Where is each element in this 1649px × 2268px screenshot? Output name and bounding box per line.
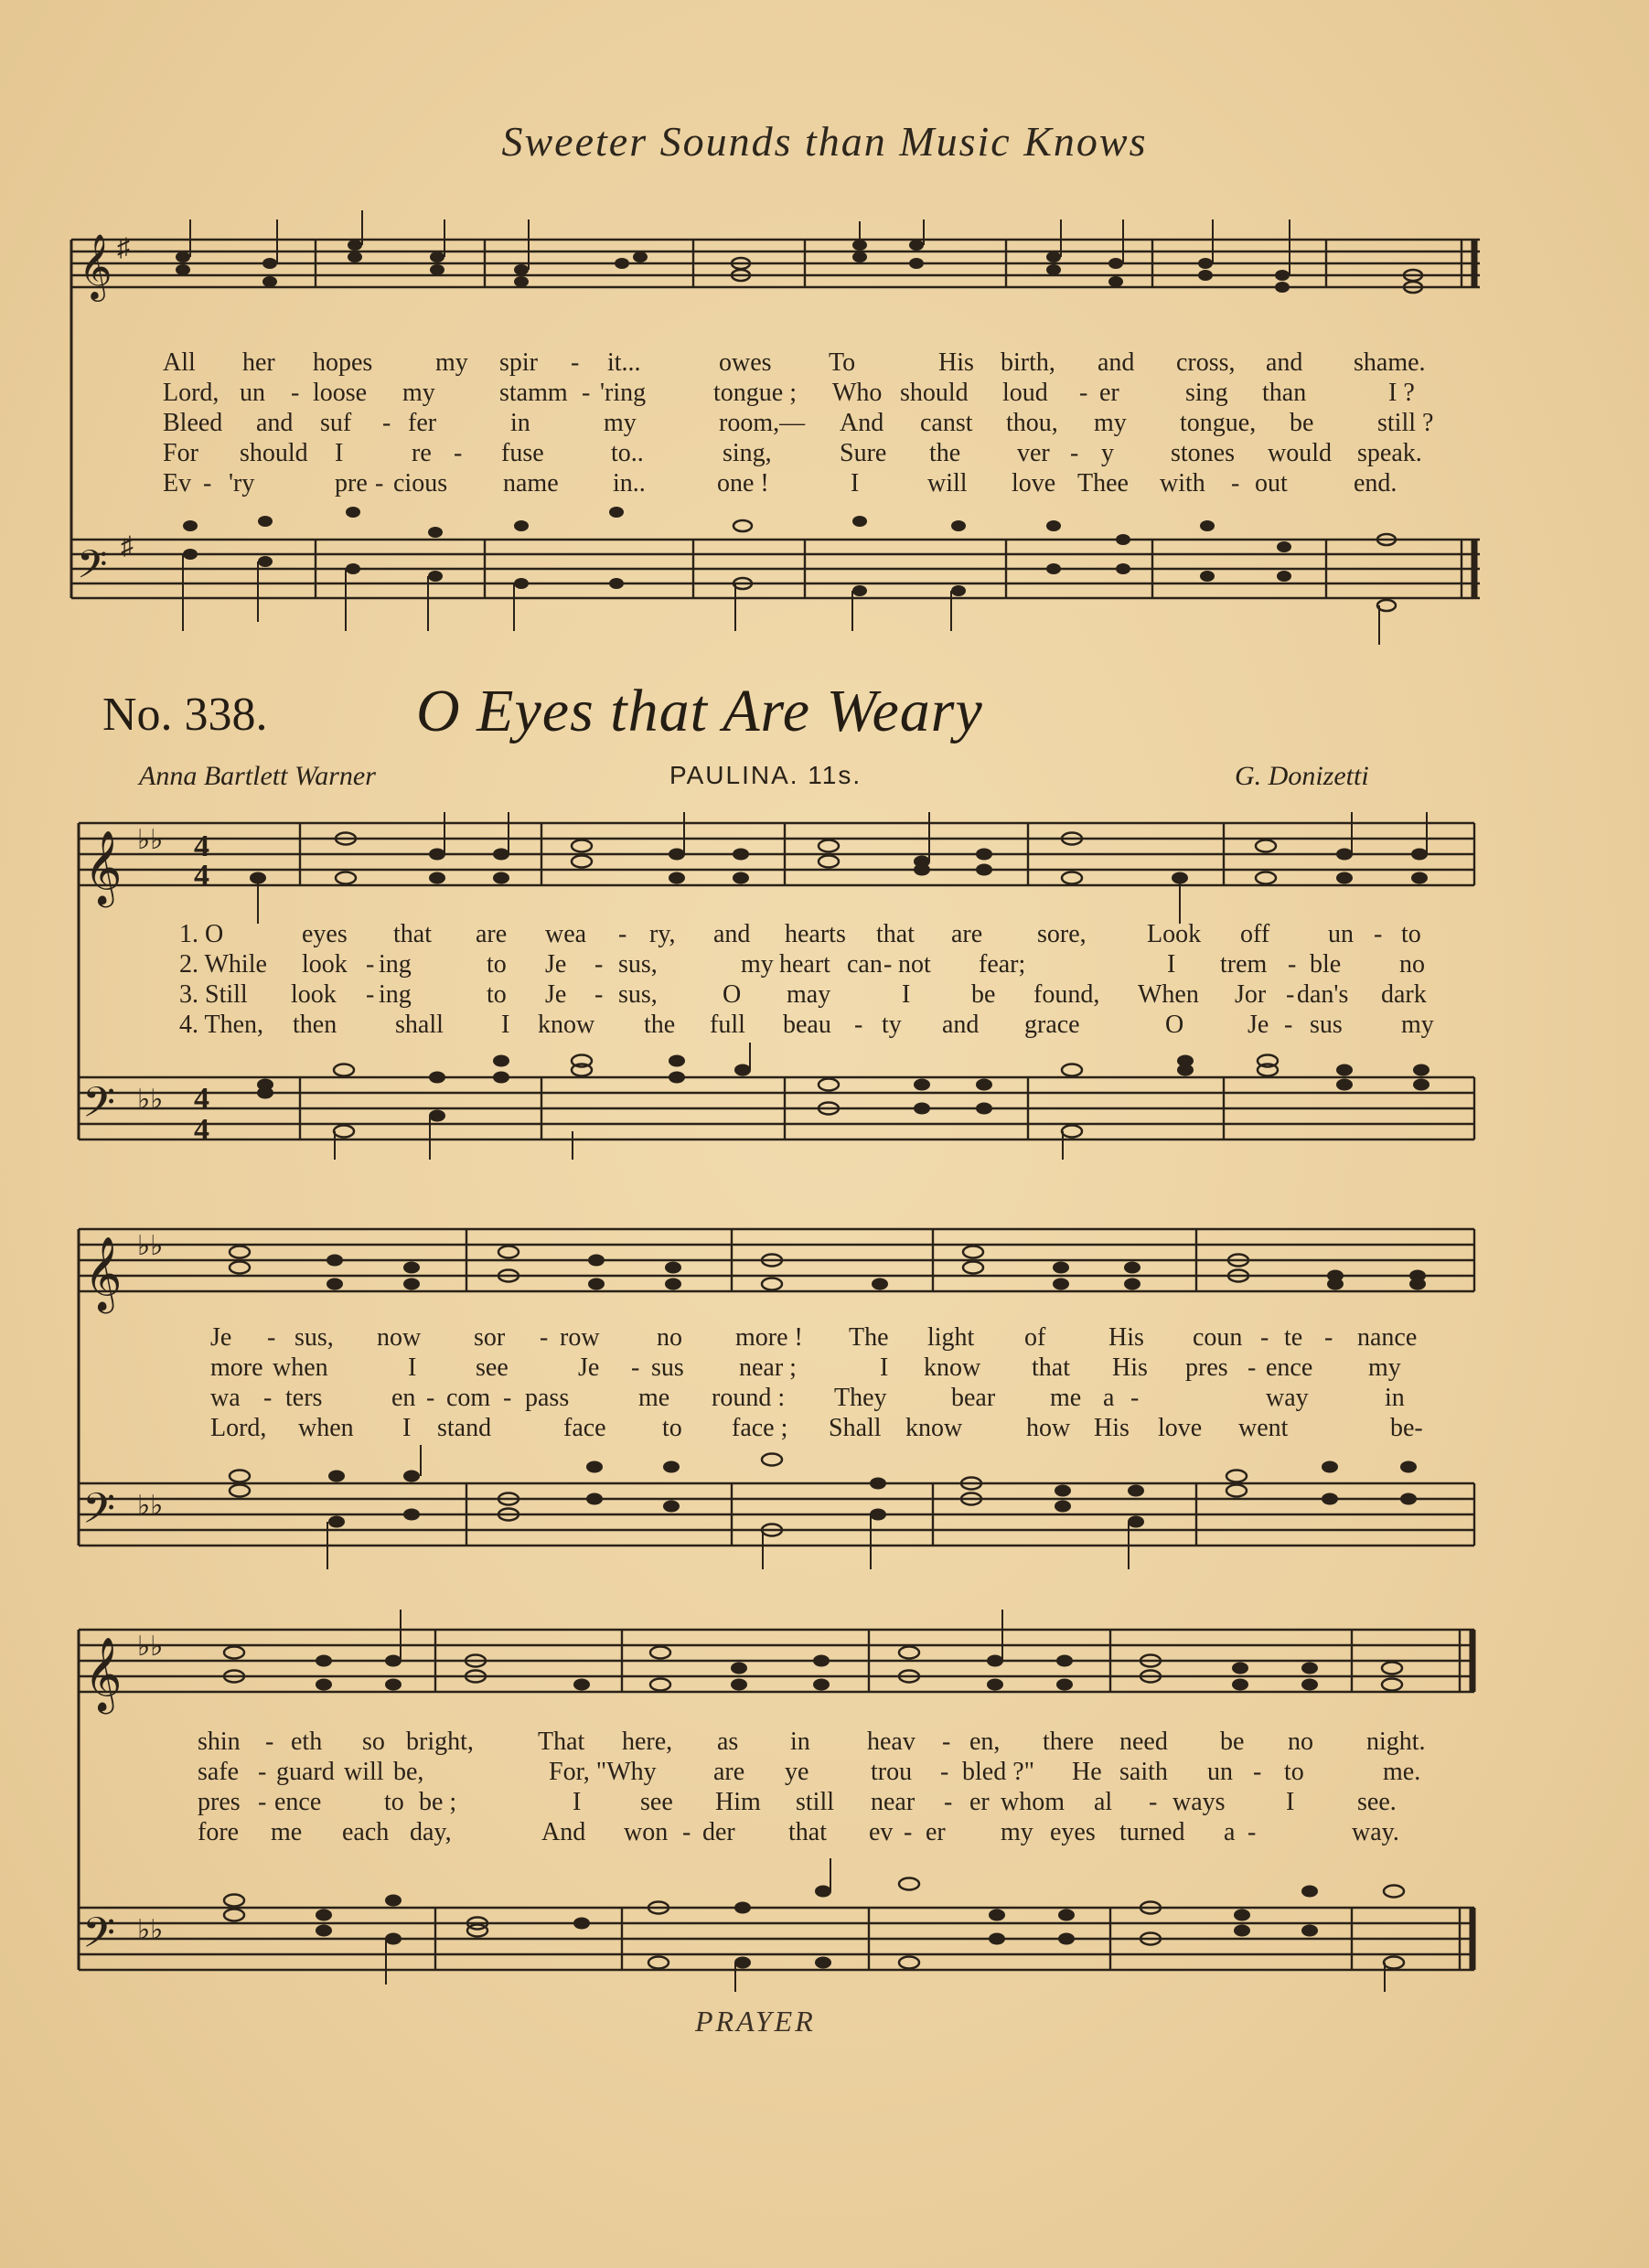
system1-lyric-line-1: 1. O eyes that are wea - ry, and hearts that are sore, Look off un - to [179, 920, 1421, 948]
system2-lyric-line-1: Je - sus, now sor - row no more ! The light of His coun - te - nance [210, 1323, 1418, 1352]
hymn-author: Anna Bartlett Warner [139, 761, 376, 791]
svg-text:𝄞: 𝄞 [84, 1636, 123, 1711]
svg-text:𝄞: 𝄞 [84, 1236, 123, 1311]
system1-lyric-line-4: 4. Then, then shall I know the full beau - ty and grace O Je - sus my [179, 1011, 1434, 1039]
svg-text:♯: ♯ [117, 234, 130, 262]
svg-text:♭♭: ♭♭ [137, 1231, 164, 1261]
svg-text:4: 4 [194, 1082, 209, 1116]
system1-lyric-line-3: 3. Still look - ing to Je - sus, O may I be found, When Jor - dan's dark [179, 980, 1427, 1009]
prev-lyric-line-5: Ev - 'ry pre - cious name in.. one ! I will love Thee with - out end. [163, 469, 1397, 497]
system1-bass-staff [0, 1043, 1649, 1161]
svg-text:𝄢: 𝄢 [82, 1078, 116, 1138]
system1-treble-staff [0, 805, 1649, 924]
svg-text:♭♭: ♭♭ [137, 825, 164, 855]
svg-text:𝄢: 𝄢 [82, 1909, 116, 1968]
system3-treble-staff [0, 1606, 1649, 1725]
svg-text:4: 4 [194, 859, 209, 893]
running-head: Sweeter Sounds than Music Knows [501, 118, 1148, 165]
system3-lyric-line-2: safe - guard will be, For, "Why are ye trou - bled ?" He saith un - to me. [198, 1758, 1421, 1786]
prev-bass-staff [0, 512, 1649, 649]
svg-text:♭♭: ♭♭ [137, 1631, 164, 1662]
system3-lyric-line-4: fore me each day, And won - der that ev - er my eyes turned a - way. [198, 1818, 1399, 1846]
svg-text:♯: ♯ [121, 532, 134, 561]
prev-treble-staff [0, 210, 1649, 320]
svg-text:4: 4 [194, 829, 209, 863]
svg-text:♭♭: ♭♭ [137, 1491, 164, 1521]
system1-lyric-line-2: 2. While look - ing to Je - sus, my heart can - not fear; I trem - ble no [179, 950, 1425, 979]
prev-lyric-line-1: All her hopes my spir - it... owes To His birth, and cross, and shame. [163, 348, 1426, 377]
hymn-number: No. 338. [102, 689, 268, 741]
svg-text:𝄞: 𝄞 [84, 829, 123, 904]
system2-bass-staff [0, 1445, 1649, 1573]
hymn-tune: PAULINA. 11s. [669, 761, 862, 789]
hymn-composer: G. Donizetti [1235, 761, 1369, 791]
system3-lyric-line-3: pres - ence to be ; I see Him still near - er whom al - ways I see. [198, 1788, 1397, 1816]
system2-lyric-line-4: Lord, when I stand face to face ; Shall know how His love went be- [210, 1414, 1423, 1442]
system3-bass-staff [0, 1856, 1649, 1994]
system2-lyric-line-3: wa - ters en - com - pass me round : They bear me a - way in [210, 1384, 1405, 1412]
svg-text:♭♭: ♭♭ [137, 1915, 164, 1945]
system2-treble-staff [0, 1207, 1649, 1326]
svg-text:♭♭: ♭♭ [137, 1085, 164, 1115]
system2-lyric-line-2: more when I see Je - sus near ; I know that His pres - ence my [210, 1353, 1401, 1382]
prev-lyric-line-3: Bleed and suf - fer in my room,— And canst thou, my tongue, be still ? [163, 409, 1434, 437]
svg-text:𝄢: 𝄢 [82, 1484, 116, 1544]
svg-text:𝄢: 𝄢 [77, 542, 108, 597]
footer-next-heading: PRAYER [695, 2005, 816, 2038]
prev-lyric-line-2: Lord, un - loose my stamm - 'ring tongue ; Who should loud - er sing than I ? [163, 379, 1415, 407]
svg-text:𝄞: 𝄞 [79, 232, 112, 299]
svg-text:4: 4 [194, 1113, 209, 1147]
system3-lyric-line-1: shin - eth so bright, That here, as in heav - en, there need be no night. [198, 1728, 1426, 1756]
prev-lyric-line-4: For should I re - fuse to.. sing, Sure the ver - y stones would speak. [163, 439, 1422, 467]
hymn-title: O Eyes that Are Weary [416, 678, 983, 744]
